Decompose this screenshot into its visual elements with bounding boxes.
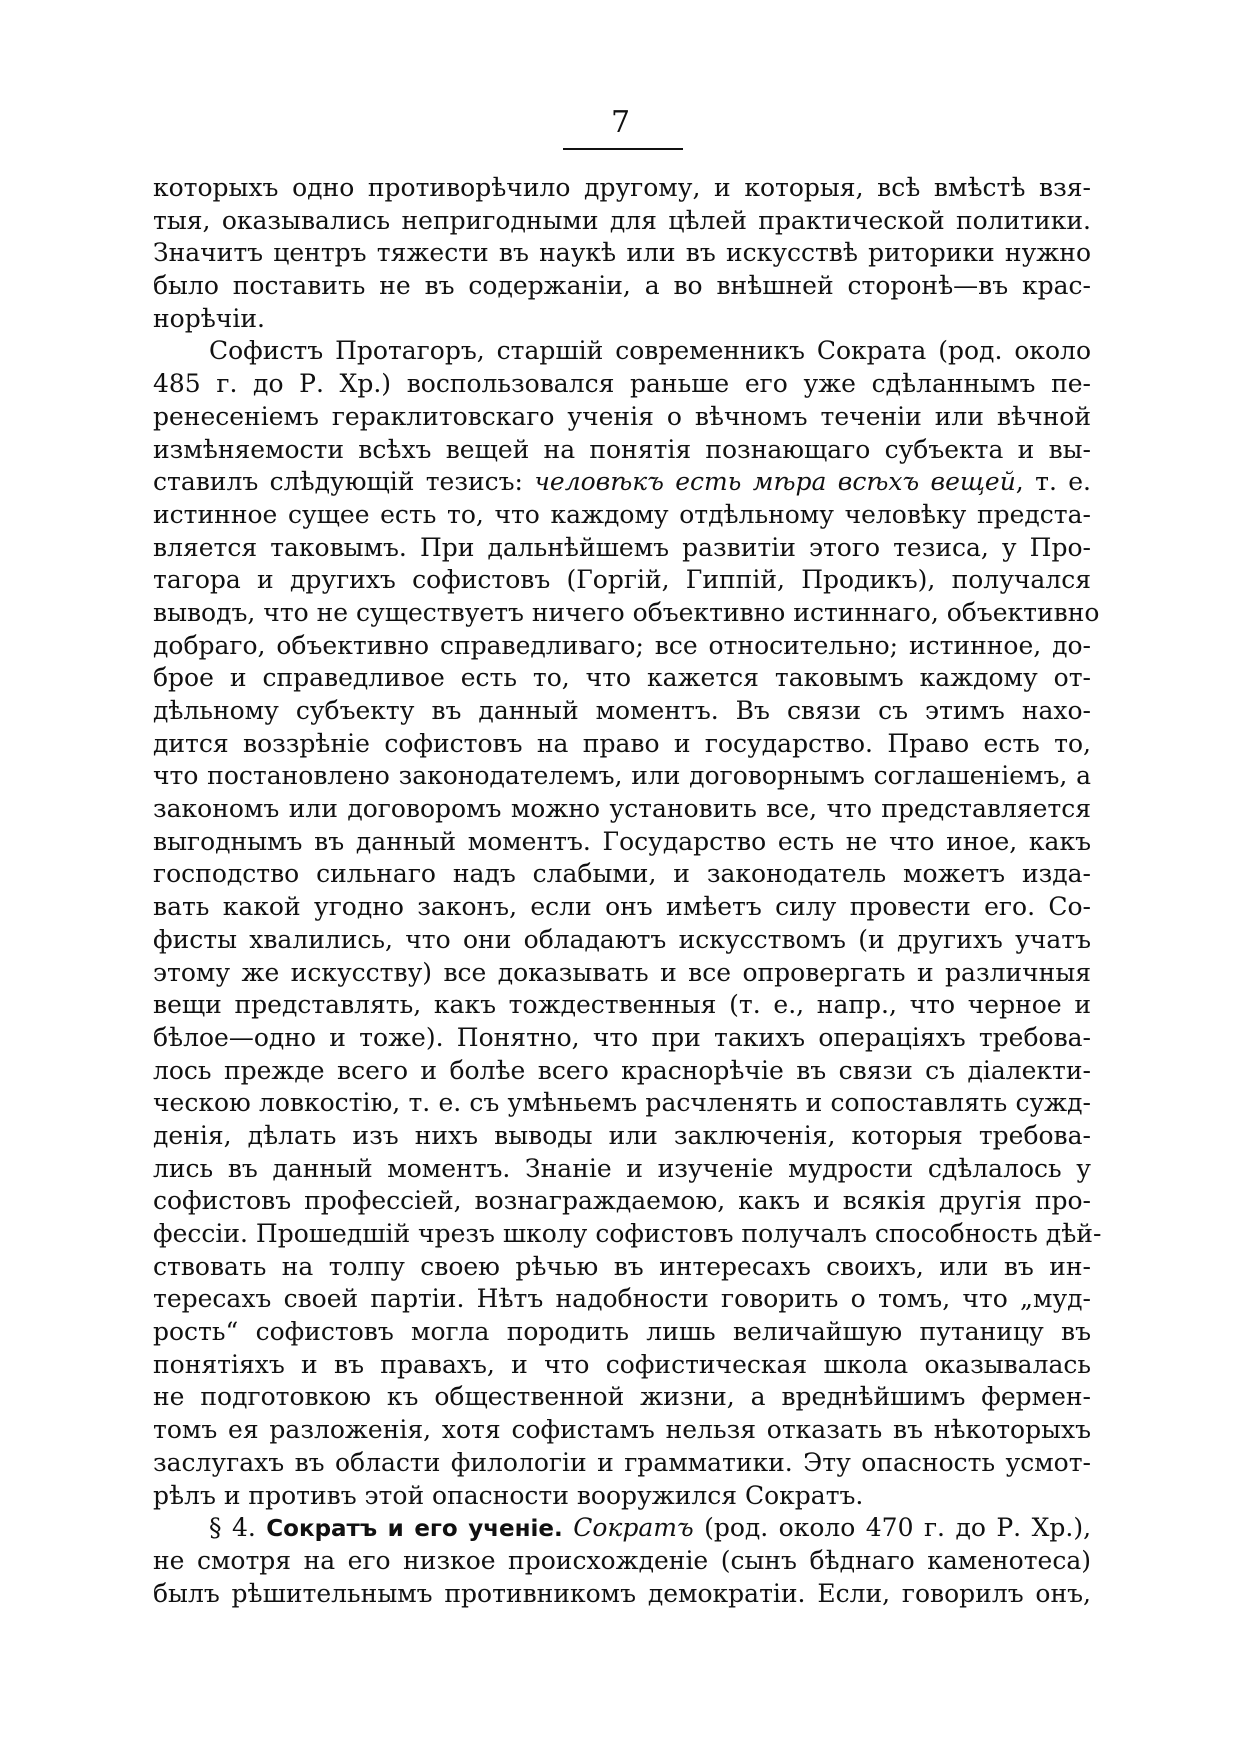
text-line: томъ ея разложенія, хотя софистамъ нельзя отказать въ нѣкоторыхъ [153, 1415, 1091, 1445]
text-line: бѣлое—одно и тоже). Понятно, что при такихъ операціяхъ требова- [153, 1022, 1091, 1052]
text-line: софистовъ профессіей, вознаграждаемою, какъ и всякія другія про- [153, 1186, 1091, 1216]
text-line: ренесеніемъ гераклитовскаго ученія о вѣчномъ теченіи или вѣчной [153, 401, 1091, 431]
text-line: Значитъ центръ тяжести въ наукѣ или въ искусствѣ риторики нужно [153, 238, 1091, 268]
text-line: закономъ или договоромъ можно установить все, что представляется [153, 794, 1091, 824]
text-line: выводъ, что не существуетъ ничего объективно истиннаго, объективно [153, 597, 1100, 627]
text-line: истинное сущее есть то, что каждому отдѣльному человѣку предста- [153, 499, 1091, 529]
text-line: дится воззрѣніе софистовъ на право и государство. Право есть то, [153, 728, 1091, 758]
text-line: тагора и другихъ софистовъ (Горгій, Гиппій, Продикъ), получался [153, 565, 1091, 595]
text-line: было поставить не въ содержаніи, а во внѣшней сторонѣ—въ крас- [153, 271, 1091, 301]
text-line: не подготовкою къ общественной жизни, а вреднѣйшимъ фермен- [153, 1382, 1091, 1412]
text-line: понятіяхъ и въ правахъ, и что софистическая школа оказывалась [153, 1349, 1091, 1379]
text-line: лись въ данный моментъ. Знаніе и изученіе мудрости сдѣлалось у [153, 1153, 1091, 1183]
text-line: господство сильнаго надъ слабыми, и законодатель можетъ изда- [153, 859, 1091, 889]
text-line: ческою ловкостію, т. е. съ умѣньемъ расчленять и сопоставлять сужд- [153, 1088, 1091, 1118]
body-text [153, 172, 1102, 1610]
italic-emphasis: человѣкъ есть мѣра всѣхъ вещей [534, 467, 1016, 497]
text-line: лось прежде всего и болѣе всего краснорѣчіе въ связи съ діалекти- [153, 1055, 1091, 1085]
text-segment: (род. около 470 г. до Р. Хр.), [693, 1513, 1092, 1543]
text-line: норѣчіи. [153, 303, 265, 333]
text-line: что постановлено законодателемъ, или договорнымъ соглашеніемъ, а [153, 761, 1091, 791]
section-number: § 4. [209, 1513, 256, 1543]
text-line: выгоднымъ въ данный моментъ. Государство есть не что иное, какъ [153, 826, 1091, 856]
text-line: фисты хвалились, что они обладаютъ искусствомъ (и другихъ учатъ [153, 924, 1091, 954]
text-line: тересахъ своей партіи. Нѣтъ надобности говорить о томъ, что „муд- [153, 1284, 1091, 1314]
text-line: рость“ софистовъ могла породить лишь величайшую путаницу въ [153, 1317, 1091, 1347]
text-line: фессіи. Прошедшій чрезъ школу софистовъ получалъ способность дѣй- [153, 1219, 1102, 1248]
text-line: 485 г. до Р. Хр.) воспользовался раньше его уже сдѣланнымъ пе- [153, 369, 1091, 399]
text-line: которыхъ одно противорѣчило другому, и которыя, всѣ вмѣстѣ взя- [153, 173, 1091, 202]
text-line: ствовать на толпу своею рѣчью въ интересахъ своихъ, или въ ин- [153, 1251, 1091, 1281]
text-line: Софистъ Протагоръ, старшій современникъ Сократа (род. около [209, 336, 1091, 366]
text-line: вляется таковымъ. При дальнѣйшемъ развитіи этого тезиса, у Про- [153, 532, 1091, 562]
page-number: 7 [610, 105, 631, 140]
italic-emphasis: Сократъ [573, 1513, 694, 1543]
text-segment: , т. е. [1015, 467, 1091, 497]
text-line: рѣлъ и противъ этой опасности вооружился Сократъ. [153, 1480, 864, 1510]
text-line: вещи представлять, какъ тождественныя (т. е., напр., что черное и [153, 990, 1091, 1020]
text-line: денія, дѣлать изъ нихъ выводы или заключенія, которыя требова- [153, 1120, 1091, 1150]
section-heading-line [153, 1512, 1091, 1545]
text-line: не смотря на его низкое происхожденіе (сынъ бѣднаго каменотеса) [153, 1545, 1091, 1575]
text-line-mixed [153, 466, 1091, 499]
text-line: вать какой угодно законъ, если онъ имѣетъ силу провести его. Со- [153, 892, 1091, 922]
text-line: былъ рѣшительнымъ противникомъ демократіи. Если, говорилъ онъ, [153, 1578, 1091, 1608]
text-line: измѣняемости всѣхъ вещей на понятія познающаго субъекта и вы- [153, 434, 1091, 464]
text-line: дѣльному субъекту въ данный моментъ. Въ связи съ этимъ нахо- [153, 696, 1091, 725]
text-line: брое и справедливое есть то, что кажется таковымъ каждому от- [153, 663, 1091, 693]
section-title: Сократъ и его ученіе. [266, 1516, 563, 1543]
page-number-rule [563, 148, 683, 150]
text-line: заслугахъ въ области филологіи и грамматики. Эту опасность усмот- [153, 1447, 1091, 1477]
text-line: тыя, оказывались непригодными для цѣлей практической политики. [153, 205, 1091, 235]
text-segment: ставилъ слѣдующій тезисъ: [153, 467, 535, 497]
text-line: добраго, объективно справедливаго; все относительно; истинное, до- [153, 630, 1091, 660]
text-line: этому же искусству) все доказывать и все опровергать и различныя [153, 957, 1091, 987]
